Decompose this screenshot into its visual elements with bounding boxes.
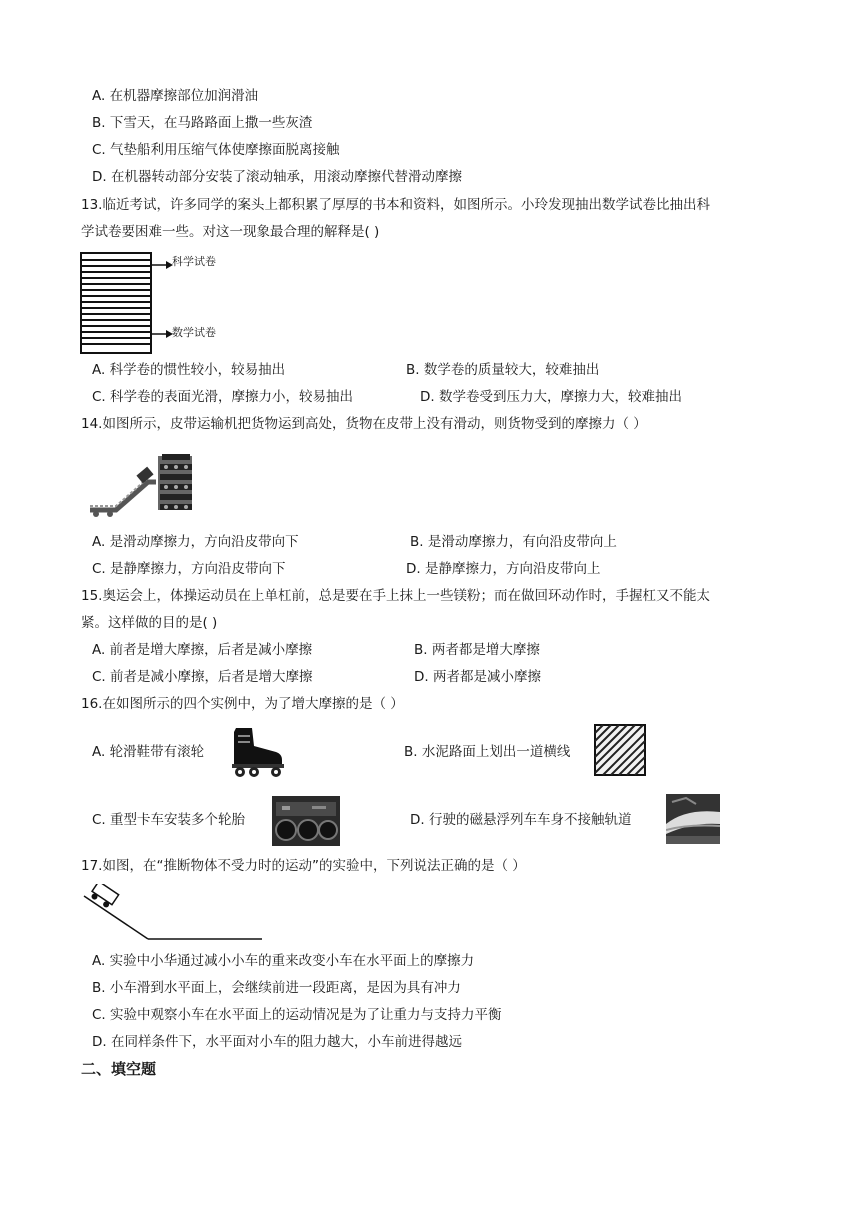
q16-stem: 16.在如图所示的四个实例中，为了增大摩擦的是（ ） [81,696,404,712]
q17-option-b: B. 小车滑到水平面上，会继续前进一段距离，是因为具有冲力 [92,980,461,996]
q12-option-a: A. 在机器摩擦部位加润滑油 [92,88,259,104]
q14-stem: 14.如图所示，皮带运输机把货物运到高处，货物在皮带上没有滑动，则货物受到的摩擦力（ ） [81,416,647,432]
q14-option-a: A. 是滑动摩擦力，方向沿皮带向下 [92,534,299,550]
q15-option-d: D. 两者都是减小摩擦 [414,669,541,685]
q13-stem-line2: 学试卷要困难一些。对这一现象最合理的解释是( ) [81,224,380,240]
q17-option-a: A. 实验中小华通过减小小车的重来改变小车在水平面上的摩擦力 [92,953,475,969]
maglev-train-photo-icon [666,794,720,844]
q12-option-c: C. 气垫船利用压缩气体使摩擦面脱离接触 [92,142,340,158]
q13-stem-line1: 13.临近考试，许多同学的案头上都积累了厚厚的书本和资料，如图所示。小玲发现抽出数学试卷比抽出科 [81,197,710,213]
q16-option-d: D. 行驶的磁悬浮列车车身不接触轨道 [410,812,632,828]
q14-figure-conveyor [86,446,216,522]
q13-option-a: A. 科学卷的惯性较小，较易抽出 [92,362,286,378]
q17-figure-incline [82,884,264,942]
q13-option-c: C. 科学卷的表面光滑，摩擦力小，较易抽出 [92,389,354,405]
q16-option-b: B. 水泥路面上划出一道横线 [404,744,571,760]
science-paper-label: 科学试卷 [172,255,216,268]
q14-option-c: C. 是静摩擦力，方向沿皮带向下 [92,561,286,577]
q15-stem-line2: 紧。这样做的目的是( ) [81,615,218,631]
q14-option-b: B. 是滑动摩擦力，有向沿皮带向上 [410,534,617,550]
maglev-train-image [666,794,720,844]
q16-option-c: C. 重型卡车安装多个轮胎 [92,812,246,828]
q16-option-a: A. 轮滑鞋带有滚轮 [92,744,205,760]
truck-tires-image [272,796,340,846]
q12-option-d: D. 在机器转动部分安装了滚动轴承，用滚动摩擦代替滑动摩擦 [92,169,462,185]
q13-option-d: D. 数学卷受到压力大，摩擦力大，较难抽出 [420,389,682,405]
hatched-surface-icon [594,724,646,776]
roller-skate-icon [228,724,286,778]
q12-option-b: B. 下雪天，在马路路面上撒一些灰渣 [92,115,313,131]
paper-stack-illustration [80,252,250,354]
q15-stem-line1: 15.奥运会上，体操运动员在上单杠前，总是要在手上抹上一些镁粉；而在做回环动作时，手握杠又不能太 [81,588,710,604]
q17-option-c: C. 实验中观察小车在水平面上的运动情况是为了让重力与支持力平衡 [92,1007,502,1023]
q14-option-d: D. 是静摩擦力，方向沿皮带向上 [406,561,601,577]
q13-option-b: B. 数学卷的质量较大，较难抽出 [406,362,600,378]
incline-cart-illustration [82,884,264,942]
roller-skate-image [228,724,286,778]
grooved-road-image [594,724,646,776]
q15-option-a: A. 前者是增大摩擦，后者是减小摩擦 [92,642,313,658]
conveyor-belt-illustration [86,446,216,522]
q15-option-b: B. 两者都是增大摩擦 [414,642,540,658]
truck-tires-photo-icon [272,796,340,846]
q17-stem: 17.如图，在“推断物体不受力时的运动”的实验中，下列说法正确的是（ ） [81,858,526,874]
q17-option-d: D. 在同样条件下，水平面对小车的阻力越大，小车前进得越远 [92,1034,462,1050]
section-heading-fill-in: 二、填空题 [81,1060,157,1078]
q15-option-c: C. 前者是减小摩擦，后者是增大摩擦 [92,669,313,685]
q13-figure-paper-stack [80,252,250,354]
math-paper-label: 数学试卷 [172,326,216,339]
